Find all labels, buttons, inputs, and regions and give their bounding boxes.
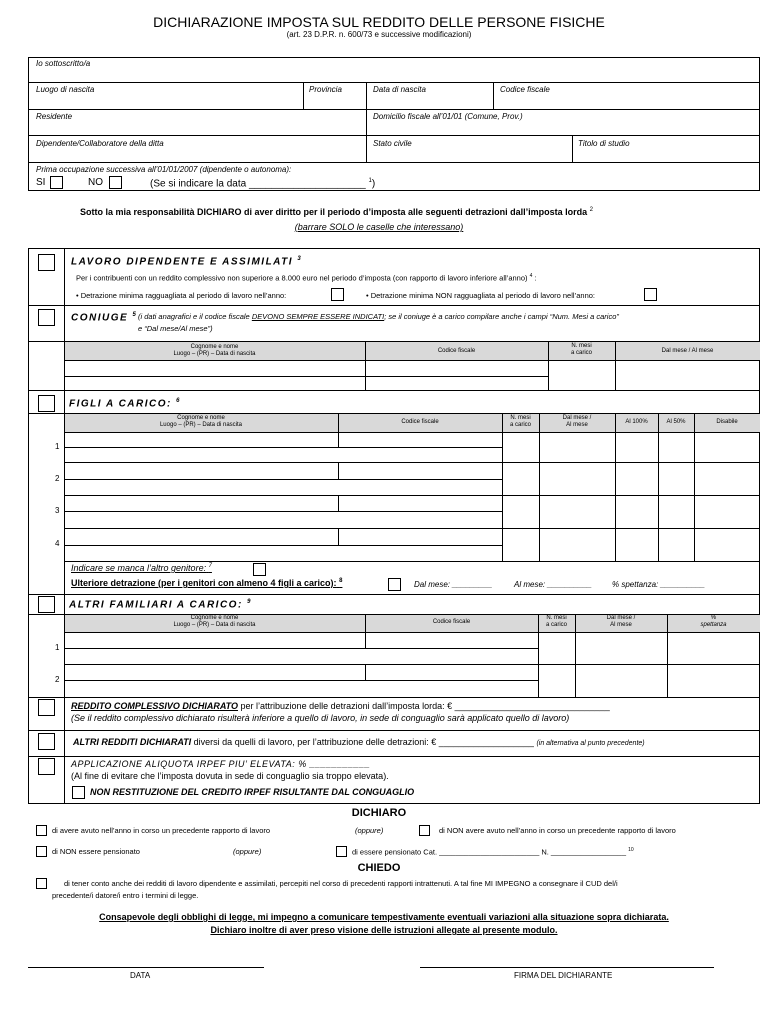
coniuge-note-2: e “Dal mese/Al mese”) bbox=[138, 324, 213, 333]
altri-redditi-text: diversi da quelli di lavoro, per l’attribuzione delle detrazioni: € ___________________ bbox=[193, 737, 534, 747]
prima-occupazione-label: Prima occupazione successiva all’01/01/2007 (dipendente o autonoma): bbox=[36, 165, 292, 174]
provincia-field[interactable]: Provincia bbox=[309, 85, 342, 94]
lavoro-opt2-checkbox[interactable] bbox=[644, 288, 657, 301]
altri-familiari-title: ALTRI FAMILIARI A CARICO: $^9$ bbox=[69, 599, 252, 611]
coniuge-col-cf: Codice fiscale bbox=[437, 348, 476, 354]
figli-col-nome: Cognome e nome Luogo – (PR) – Data di nascita bbox=[159, 415, 243, 428]
lavoro-text-sup: 4 bbox=[529, 273, 533, 279]
lavoro-title: LAVORO DIPENDENTE E ASSIMILATI $^3$ bbox=[71, 256, 303, 268]
si-label: SI bbox=[36, 177, 46, 188]
altri-familiari-checkbox[interactable] bbox=[38, 596, 55, 613]
si-checkbox[interactable] bbox=[50, 176, 63, 189]
indicare-data-label: (Se si indicare la data _____________________ bbox=[150, 178, 366, 190]
stato-civile-field[interactable]: Stato civile bbox=[373, 139, 412, 148]
avere-avuto-checkbox[interactable] bbox=[36, 825, 47, 836]
avere-avuto-label: di avere avuto nell’anno in corso un precedente rapporto di lavoro bbox=[52, 826, 271, 835]
altri-col-nome: Cognome e nome Luogo – (PR) – Data di nascita bbox=[173, 615, 256, 628]
figli-col-50: Al 50% bbox=[666, 419, 686, 425]
residente-field[interactable]: Residente bbox=[36, 112, 73, 121]
intro-line2: (barrare SOLO le caselle che interessano) bbox=[294, 222, 464, 232]
ulteriore-dal-mese[interactable]: Dal mese: _________ bbox=[414, 580, 493, 589]
chiedo-text-2: precedente/i datore/i entro i termini di legge. bbox=[52, 891, 199, 900]
data-label: DATA bbox=[130, 971, 151, 980]
lavoro-text: Per i contribuenti con un reddito complessivo non superiore a 8.000 euro nel periodo d’imposta (con rapporto di lavoro inferiore all’anno) $^4$ : bbox=[76, 273, 537, 283]
coniuge-checkbox[interactable] bbox=[38, 309, 55, 326]
altri-row-number: 1 bbox=[55, 643, 60, 652]
dipendente-field[interactable]: Dipendente/Collaboratore della ditta bbox=[36, 139, 164, 148]
altri-col-dal: Dal mese / Al mese bbox=[606, 615, 636, 628]
data-signature-line[interactable] bbox=[28, 967, 264, 968]
coniuge-note-rest: ; se il coniuge è a carico compilare anche i campi “Num. Mesi a carico” bbox=[384, 312, 619, 321]
non-restituzione-label: NON RESTITUZIONE DEL CREDITO IRPEF RISULTANTE DAL CONGUAGLIO bbox=[90, 787, 415, 797]
dichiaro-title: DICHIARO bbox=[351, 807, 407, 819]
oppure-2: (oppure) bbox=[233, 847, 262, 856]
chiedo-text-1: di tener conto anche dei redditi di lavoro dipendente e assimilati, percepiti nel corso di precedenti rapporti intrattenuti. A tal fine MI IMPEGNO a consegnare il CUD del/i bbox=[64, 879, 618, 888]
altro-genitore-sup: 7 bbox=[208, 563, 212, 569]
page-subtitle: (art. 23 D.P.R. n. 600/73 e successive modificazioni) bbox=[286, 30, 472, 39]
coniuge-col-mesi: N. mesi a carico bbox=[570, 343, 592, 356]
data-nascita-field[interactable]: Data di nascita bbox=[373, 85, 426, 94]
lavoro-sup: 3 bbox=[297, 256, 303, 262]
reddito-label: REDDITO COMPLESSIVO DICHIARATO per l’attribuzione delle detrazioni dall’imposta lorda: € _______________________________ bbox=[71, 701, 610, 711]
altri-col-mesi: N. mesi a carico bbox=[545, 615, 567, 628]
chiedo-checkbox[interactable] bbox=[36, 878, 47, 889]
coniuge-sup: 5 bbox=[132, 312, 138, 318]
altro-genitore-checkbox[interactable] bbox=[253, 563, 266, 576]
pensionato-checkbox[interactable] bbox=[336, 846, 347, 857]
pensionato-label: di essere pensionato Cat. ________________________ N. __________________ $^{10}$ bbox=[352, 847, 634, 857]
lavoro-opt2-label: • Detrazione minima NON ragguagliata al periodo di lavoro nell’anno: bbox=[366, 291, 595, 300]
non-avere-avuto-checkbox[interactable] bbox=[419, 825, 430, 836]
firma-signature-line[interactable] bbox=[420, 967, 714, 968]
reddito-line2: (Se il reddito complessivo dichiarato risulterà inferiore a quello di lavoro, in sede di conguaglio sarà applicato quello di lavoro) bbox=[71, 713, 570, 723]
figli-row-number: 3 bbox=[55, 506, 60, 515]
indicare-close: ) bbox=[371, 178, 376, 190]
non-avere-avuto-label: di NON avere avuto nell’anno in corso un precedente rapporto di lavoro bbox=[439, 826, 676, 835]
reddito-checkbox[interactable] bbox=[38, 699, 55, 716]
figli-checkbox[interactable] bbox=[38, 395, 55, 412]
firma-label: FIRMA DEL DICHIARANTE bbox=[514, 971, 613, 980]
figli-col-100: Al 100% bbox=[625, 419, 648, 425]
lavoro-opt1-label: • Detrazione minima ragguagliata al periodo di lavoro nell’anno: bbox=[76, 291, 287, 300]
reddito-text: per l’attribuzione delle detrazioni dall’imposta lorda: € _______________________________ bbox=[240, 701, 610, 711]
consapevole-line2: Dichiaro inoltre di aver preso visione delle istruzioni allegate al presente modulo. bbox=[210, 925, 558, 935]
figli-col-mesi: N. mesi a carico bbox=[509, 415, 531, 428]
altri-row-number: 2 bbox=[55, 675, 60, 684]
sottoscritto-field[interactable]: Io sottoscritto/a bbox=[36, 59, 91, 68]
coniuge-col-dal: Dal mese / Al mese bbox=[661, 348, 714, 354]
lavoro-text-end: : bbox=[534, 273, 537, 283]
altri-redditi-checkbox[interactable] bbox=[38, 733, 55, 750]
consapevole-line1: Consapevole degli obblighi di legge, mi impegno a comunicare tempestivamente eventuali variazioni alla situazione sopra dichiarata. bbox=[99, 912, 669, 922]
intro-line1: Sotto la mia responsabilità DICHIARO di aver diritto per il periodo d’imposta alle seguenti detrazioni dall’imposta lorda $^2$ bbox=[80, 207, 593, 217]
coniuge-note-underlined: DEVONO SEMPRE ESSERE INDICATI bbox=[251, 312, 385, 321]
figli-title: FIGLI A CARICO: $^6$ bbox=[69, 398, 181, 410]
pensionato-sup: 10 bbox=[628, 847, 634, 853]
coniuge-title: CONIUGE $^5$ bbox=[71, 312, 138, 324]
aliquota-label: APPLICAZIONE ALIQUOTA IRPEF PIU’ ELEVATA: % ___________ bbox=[71, 759, 371, 769]
non-pensionato-checkbox[interactable] bbox=[36, 846, 47, 857]
ulteriore-al-mese[interactable]: Al mese: __________ bbox=[514, 580, 592, 589]
aliquota-line2: (Al fine di evitare che l’imposta dovuta in sede di conguaglio sia troppo elevata). bbox=[71, 771, 389, 781]
figli-row-number: 1 bbox=[55, 442, 60, 451]
figli-row-number: 4 bbox=[55, 539, 60, 548]
figli-col-disabile: Disabile bbox=[716, 419, 738, 425]
luogo-nascita-field[interactable]: Luogo di nascita bbox=[36, 85, 95, 94]
non-pensionato-label: di NON essere pensionato bbox=[52, 847, 140, 856]
lavoro-checkbox[interactable] bbox=[38, 254, 55, 271]
domicilio-field[interactable]: Domicilio fiscale all’01/01 (Comune, Prov.) bbox=[373, 112, 523, 121]
lavoro-opt1-checkbox[interactable] bbox=[331, 288, 344, 301]
altri-redditi-note: (in alternativa al punto precedente) bbox=[536, 740, 645, 747]
altri-col-cf: Codice fiscale bbox=[432, 619, 471, 625]
figli-col-dal: Dal mese / Al mese bbox=[562, 415, 592, 428]
altri-redditi-label: ALTRI REDDITI DICHIARATI diversi da quelli di lavoro, per l’attribuzione delle detrazioni: € ___________________ (in alternativa al punto precedente) bbox=[73, 737, 645, 747]
coniuge-note: (i dati anagrafici e il codice fiscale DEVONO SEMPRE ESSERE INDICATI; se il coniuge è a carico compilare anche i campi “Num. Mesi a carico” bbox=[138, 312, 619, 321]
page-title: DICHIARAZIONE IMPOSTA SUL REDDITO DELLE PERSONE FISICHE bbox=[153, 14, 605, 30]
no-checkbox[interactable] bbox=[109, 176, 122, 189]
altro-genitore-label: Indicare se manca l’altro genitore: $^7$ bbox=[71, 563, 212, 573]
aliquota-checkbox[interactable] bbox=[38, 758, 55, 775]
ulteriore-sup: 8 bbox=[339, 578, 343, 584]
ulteriore-label: Ulteriore detrazione (per i genitori con almeno 4 figli a carico): $^8$ bbox=[71, 578, 343, 588]
codice-fiscale-field[interactable]: Codice fiscale bbox=[500, 85, 550, 94]
non-restituzione-checkbox[interactable] bbox=[72, 786, 85, 799]
oppure-1: (oppure) bbox=[355, 826, 384, 835]
figli-col-cf: Codice fiscale bbox=[401, 419, 439, 425]
ulteriore-checkbox[interactable] bbox=[388, 578, 401, 591]
figli-sup: 6 bbox=[176, 398, 181, 404]
intro-sup: 2 bbox=[589, 207, 593, 213]
chiedo-title: CHIEDO bbox=[357, 862, 401, 874]
ulteriore-spettanza[interactable]: % spettanza: __________ bbox=[612, 580, 705, 589]
figli-row-number: 2 bbox=[55, 474, 60, 483]
indicare-sup: 1 bbox=[368, 178, 372, 184]
coniuge-col-nome: Cognome e nome Luogo – (PR) – Data di nascita bbox=[173, 344, 256, 357]
altri-sup: 9 bbox=[247, 599, 252, 605]
altri-col-perc: % spettanza bbox=[700, 615, 727, 628]
no-label: NO bbox=[88, 177, 103, 188]
titolo-studio-field[interactable]: Titolo di studio bbox=[578, 139, 630, 148]
